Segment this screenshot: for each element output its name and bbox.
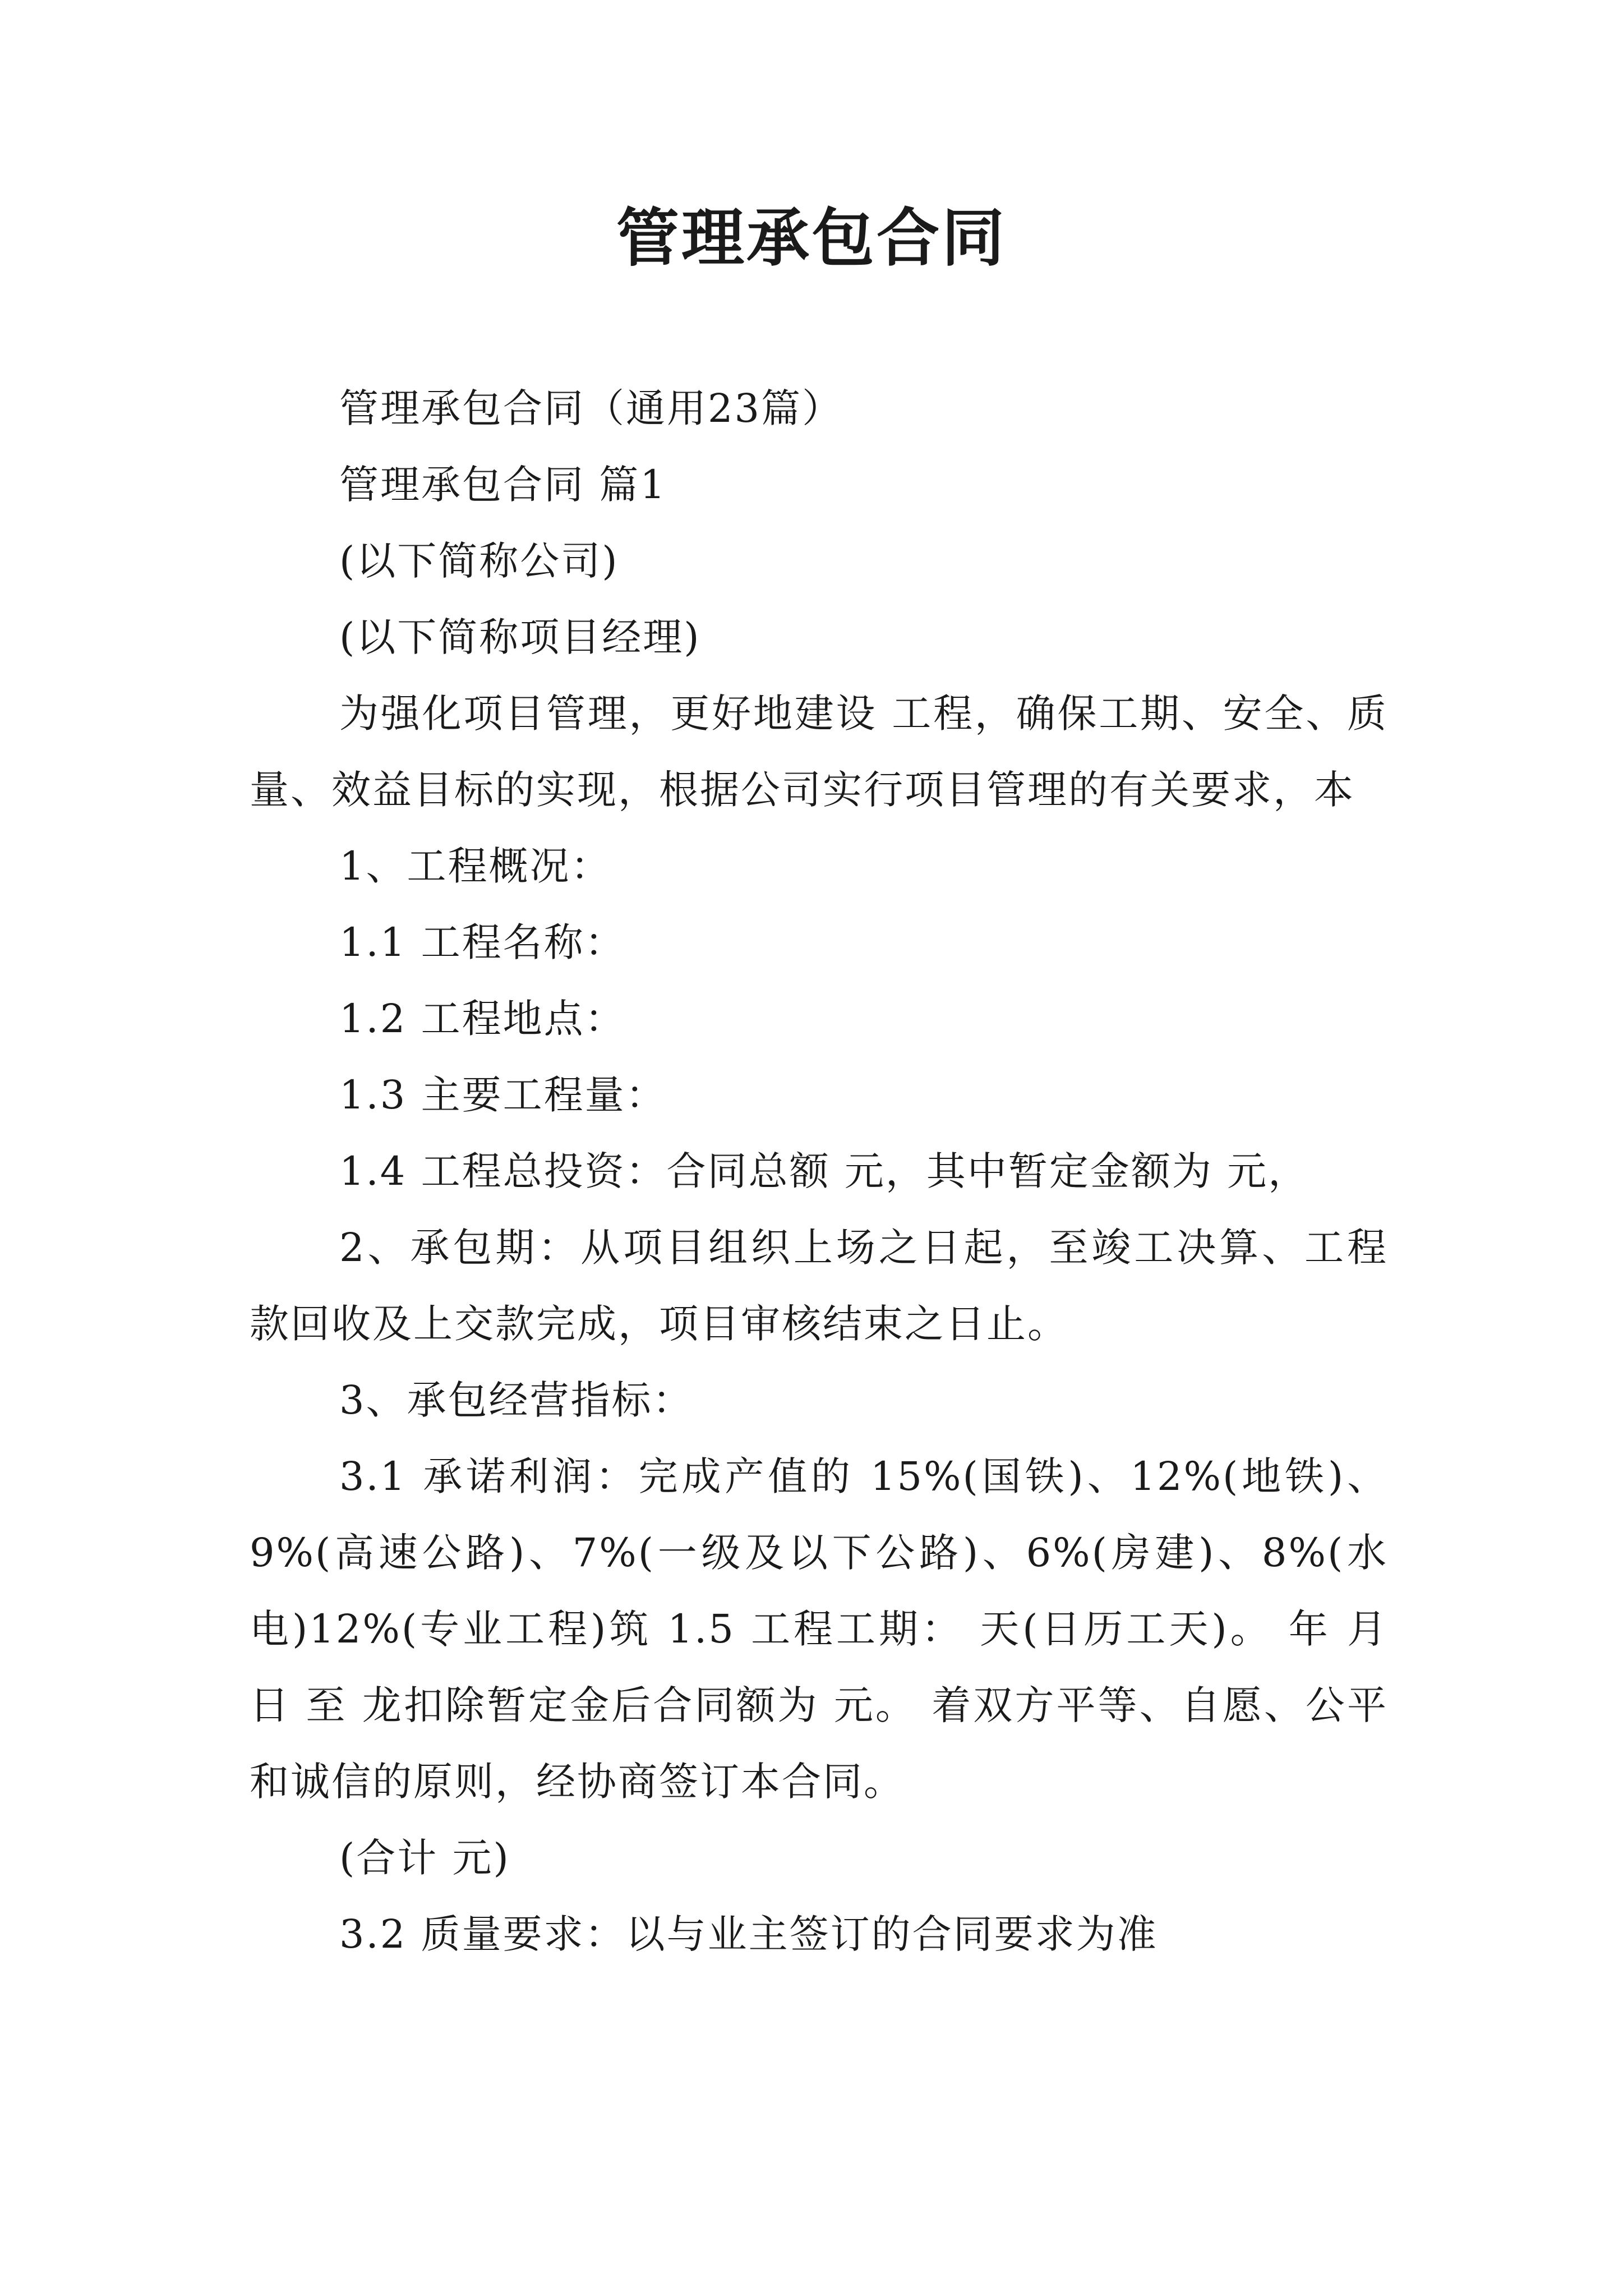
paragraph-clause-1-4: 1.4 工程总投资：合同总额 元，其中暂定金额为 元，: [339, 1148, 1310, 1194]
paragraph-clause-1: 1、工程概况：: [339, 843, 612, 889]
paragraph-preamble: 为强化项目管理，更好地建设 工程，确保工期、安全、质量、效益目标的实现，根据公司实行项目管理的有关要求，本: [250, 691, 1388, 813]
document-body: [250, 370, 1388, 1972]
paragraph-party-company: (以下简称公司): [339, 538, 619, 584]
paragraph-clause-3-2: 3.2 质量要求：以与业主签订的合同要求为准: [339, 1911, 1158, 1957]
document-title: 管理承包合同: [616, 201, 1007, 275]
paragraph-clause-3: 3、承包经营指标：: [339, 1377, 694, 1423]
paragraph-clause-2: 2、承包期：从项目组织上场之日起，至竣工决算、工程款回收及上交款完成，项目审核结束之日止。: [250, 1225, 1388, 1347]
paragraph-clause-3-1: 3.1 承诺利润：完成产值的 15%(国铁)、12%(地铁)、9%(高速公路)、7%(一级及以下公路)、6%(房建)、8%(水电)12%(专业工程)筑 1.5 工程工期： 天(日历工天)。 年 月 日 至 龙扣除暂定金后合同额为 元。 着双方平等、自愿、公平和诚信的原则，经协商签订本合同。: [250, 1453, 1388, 1805]
paragraph-clause-1-1: 1.1 工程名称：: [339, 919, 626, 965]
paragraph-section-heading: 管理承包合同 篇1: [339, 462, 667, 508]
paragraph-clause-1-2: 1.2 工程地点：: [339, 996, 626, 1042]
paragraph-total: (合计 元): [339, 1835, 510, 1881]
paragraph-clause-1-3: 1.3 主要工程量：: [339, 1072, 667, 1118]
paragraph-subtitle: 管理承包合同（通用23篇）: [339, 385, 843, 431]
paragraph-party-manager: (以下简称项目经理): [339, 614, 701, 660]
